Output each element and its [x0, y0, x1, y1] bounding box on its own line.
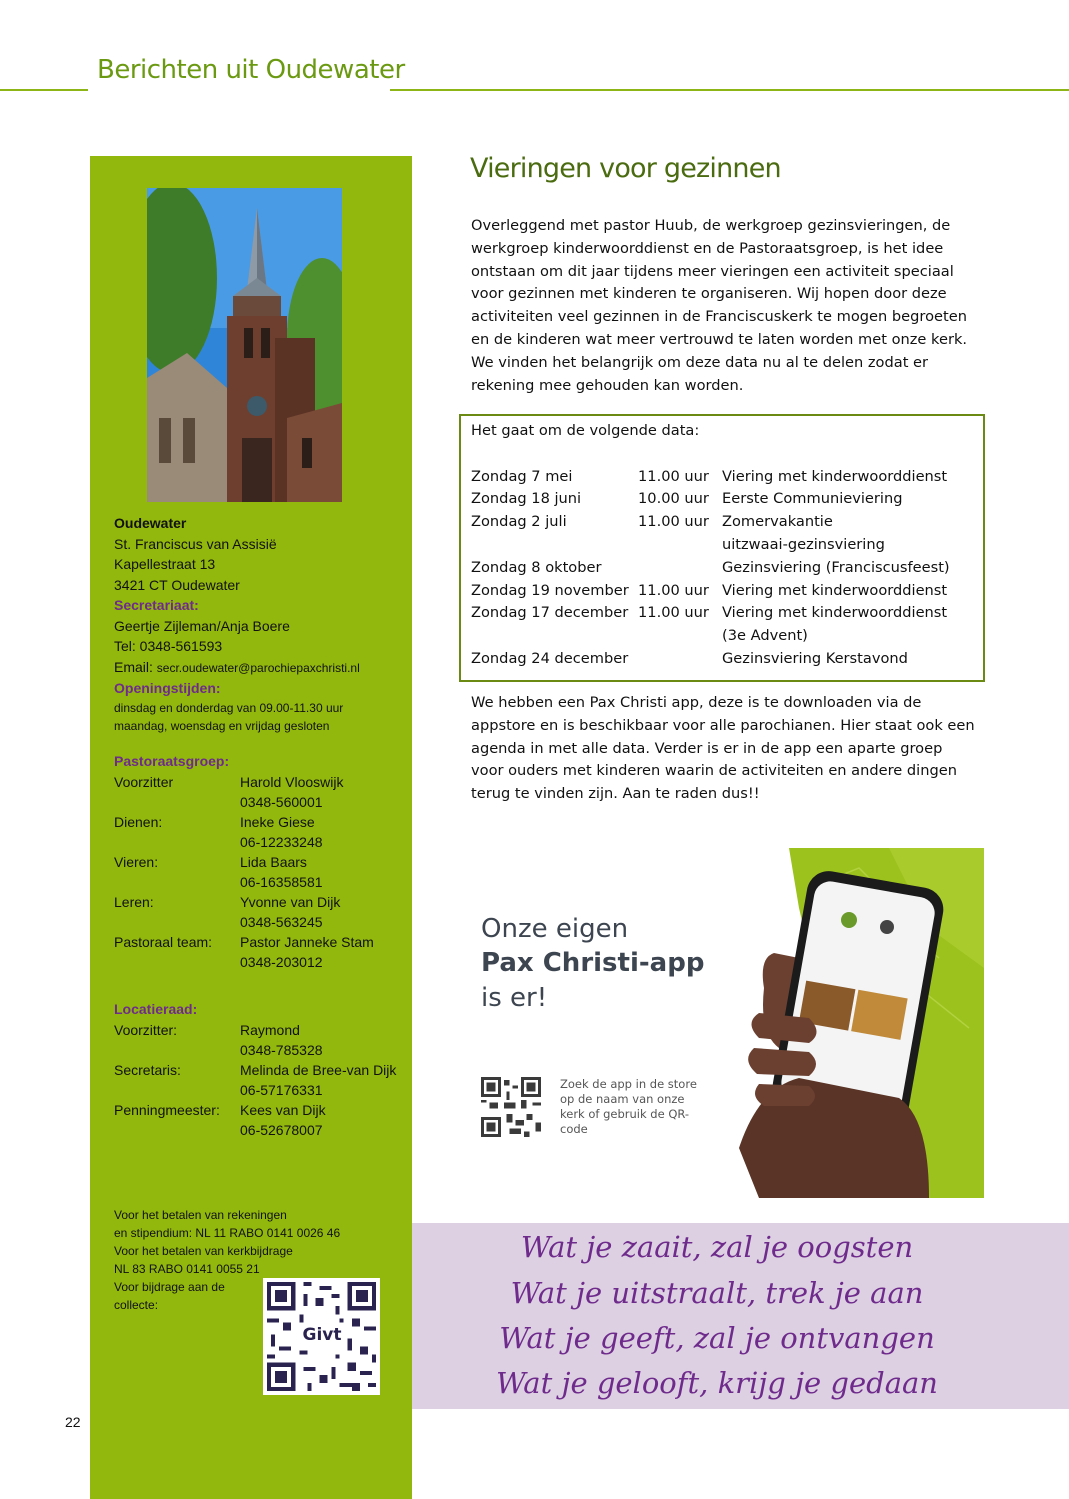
member-phone: 06-16358581	[240, 873, 323, 890]
payment-line: Voor het betalen van kerkbijdrage	[114, 1244, 293, 1258]
page-number: 22	[65, 1414, 81, 1430]
member-phone: 0348-785328	[240, 1041, 323, 1058]
email-label: Email:	[114, 658, 157, 675]
section-title: Berichten uit Oudewater	[97, 55, 405, 85]
article-title: Vieringen voor gezinnen	[470, 153, 781, 184]
role-label: Vieren:	[114, 853, 159, 870]
member-phone: 0348-560001	[240, 793, 323, 810]
role-label: Penningmeester:	[114, 1101, 220, 1118]
app-advertisement	[459, 848, 984, 1198]
member-name: Melinda de Bree-van Dijk	[240, 1061, 397, 1078]
member-phone: 06-12233248	[240, 833, 323, 850]
role-label: Secretaris:	[114, 1061, 181, 1078]
street-address: Kapellestraat 13	[114, 556, 216, 572]
location-heading: Oudewater	[114, 515, 187, 531]
header-rule-left	[0, 89, 88, 91]
member-phone: 0348-563245	[240, 913, 323, 930]
role-label: Pastoraal team:	[114, 933, 213, 950]
quote-line: Wat je uitstraalt, trek je aan	[510, 1276, 924, 1310]
city-address: 3421 CT Oudewater	[114, 576, 240, 593]
pastoraatsgroep-heading: Pastoraatsgroep:	[114, 753, 230, 769]
payment-line: NL 83 RABO 0141 0055 21	[114, 1262, 260, 1276]
member-name: Lida Baars	[240, 853, 307, 870]
opening-line-1: dinsdag en donderdag van 09.00-11.30 uur	[114, 700, 344, 715]
member-name: Pastor Janneke Stam	[240, 933, 374, 950]
locatieraad-section	[114, 999, 404, 1140]
quote-line: Wat je geeft, zal je ontvangen	[499, 1321, 935, 1355]
member-phone: 06-57176331	[240, 1081, 323, 1098]
quote-line: Wat je zaait, zal je oogsten	[520, 1230, 914, 1264]
member-name: Yvonne van Dijk	[240, 893, 341, 910]
role-label: Dienen:	[114, 813, 163, 830]
dates-intro: Het gaat om de volgende data:	[471, 422, 700, 439]
church-name: St. Franciscus van Assisië	[114, 535, 277, 552]
secretariaat-heading: Secretariaat:	[114, 597, 199, 613]
role-label: Leren:	[114, 893, 154, 910]
givt-qr-code[interactable]	[263, 1278, 380, 1395]
church-photo	[147, 188, 342, 502]
payment-line: Voor bijdrage aan de	[114, 1280, 225, 1294]
app-ad-line-2: Pax Christi-app	[481, 948, 705, 978]
payment-line: Voor het betalen van rekeningen	[114, 1208, 287, 1222]
app-ad-line-3: is er!	[481, 983, 548, 1013]
opening-heading: Openingstijden:	[114, 680, 221, 696]
member-name: Harold Vlooswijk	[240, 773, 344, 790]
payment-line: collecte:	[114, 1298, 159, 1312]
member-phone: 06-52678007	[240, 1121, 323, 1138]
member-name: Ineke Giese	[240, 813, 315, 830]
member-name: Raymond	[240, 1021, 300, 1038]
givt-logo-text: Givt	[302, 1325, 342, 1345]
quote-line: Wat je gelooft, krijg je gedaan	[496, 1366, 938, 1400]
pastoraatsgroep-section	[114, 751, 404, 972]
role-label: Voorzitter	[114, 773, 174, 790]
role-label: Voorzitter:	[114, 1021, 178, 1038]
header-rule-right	[390, 89, 1069, 91]
app-ad-hint: Zoek de app in de store op de naam van onze kerk of gebruik de QR-code	[560, 1077, 697, 1136]
member-phone: 0348-203012	[240, 953, 323, 970]
app-ad-line-1: Onze eigen	[481, 914, 629, 944]
phone-number: Tel: 0348-561593	[114, 638, 223, 654]
member-name: Kees van Dijk	[240, 1101, 326, 1118]
opening-line-2: maandag, woensdag en vrijdag gesloten	[114, 718, 330, 733]
app-qr-code[interactable]	[481, 1077, 541, 1137]
app-paragraph: We hebben een Pax Christi app, deze is te downloaden via de appstore en is beschikbaar voor alle parochianen. Hier staat ook een agenda in met alle data. Verder is er in de app een aparte groep voor ouders met kinderen waarin de activiteiten en andere dingen terug te vinden zijn. Aan te raden dus!!	[471, 694, 975, 803]
secretariaat-names: Geertje Zijleman/Anja Boere	[114, 617, 290, 634]
intro-paragraph: Overleggend met pastor Huub, de werkgroep gezinsvieringen, de werkgroep kinderwoorddienst en de Pastoraatsgroep, is het idee ontstaan om dit jaar tijdens meer vieringen een activiteit speciaal voor gezinnen met kinderen te organiseren. Wij hopen door deze activiteiten veel gezinnen in de Franciscuskerk te mogen begroeten en de kinderen wat meer vertrouwd te laten worden met onze kerk. We vinden het belangrijk om deze data nu al te delen zodat er rekening mee gehouden kan worden.	[471, 217, 968, 394]
parish-address	[114, 513, 360, 735]
payment-line: en stipendium: NL 11 RABO 0141 0026 46	[114, 1226, 341, 1240]
email-link[interactable]: secr.oudewater@parochiepaxchristi.nl	[156, 660, 360, 675]
locatieraad-heading: Locatieraad:	[114, 1001, 198, 1017]
